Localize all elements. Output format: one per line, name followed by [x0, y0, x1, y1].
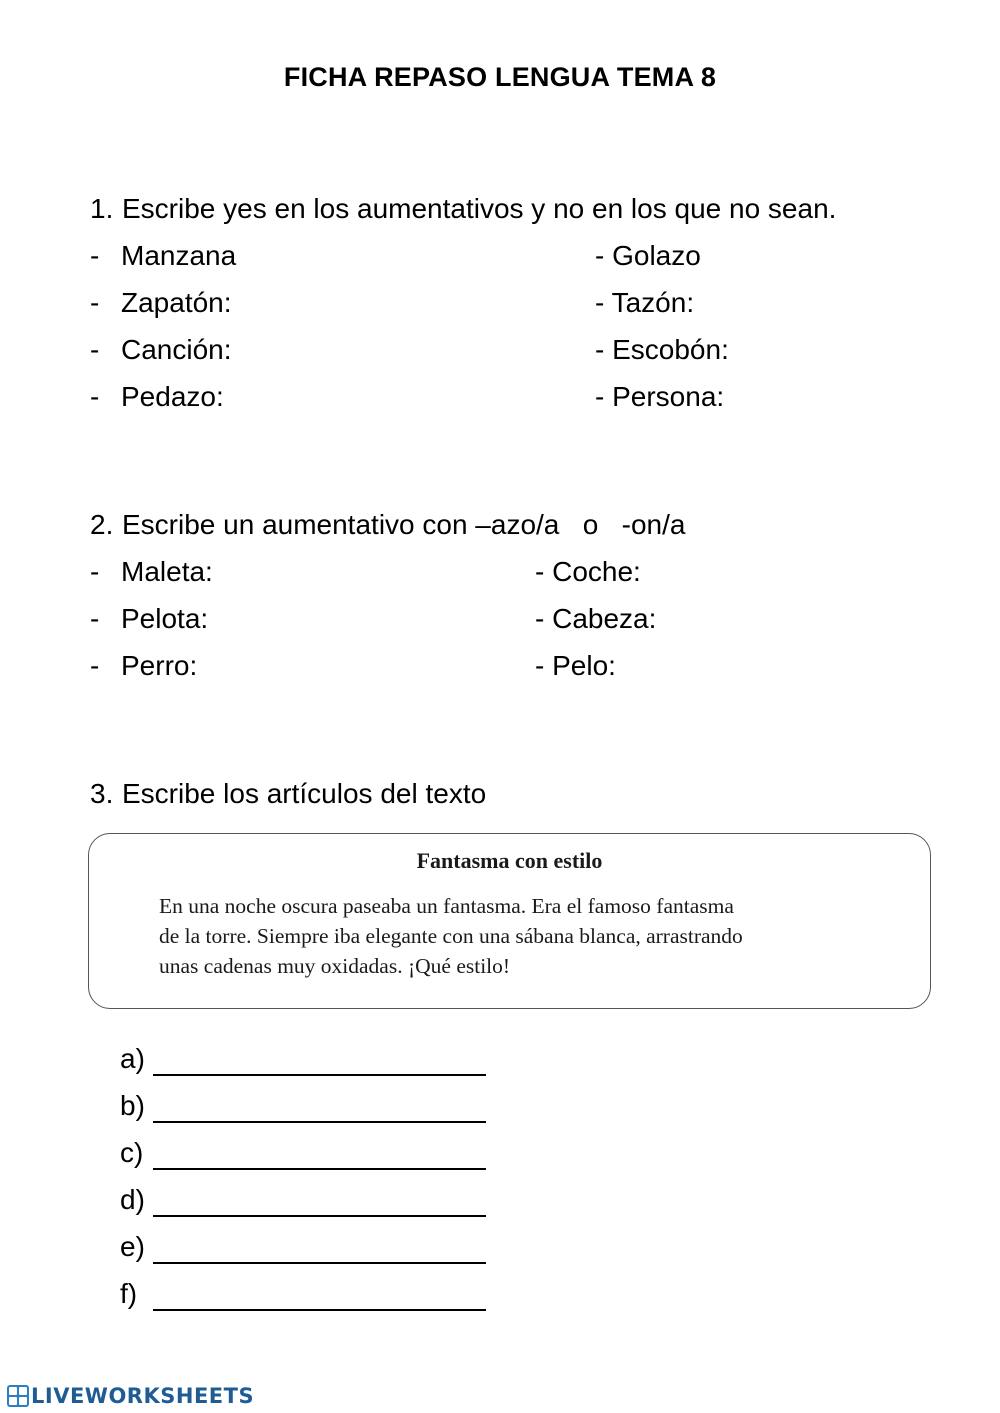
question-number: 1. — [90, 193, 114, 224]
word-label: Perro: — [121, 650, 198, 681]
word-label: - Tazón: — [595, 287, 695, 318]
bullet-dash: - — [90, 650, 100, 681]
list-item — [90, 650, 197, 682]
answer-blank-line[interactable] — [153, 1215, 486, 1217]
word-label: - Golazo — [595, 240, 701, 271]
answer-label: d) — [120, 1184, 145, 1215]
story-line: de la torre. Siempre iba elegante con una sábana blanca, arrastrando — [159, 924, 743, 948]
story-line: unas cadenas muy oxidadas. ¡Qué estilo! — [159, 954, 511, 978]
answer-label: e) — [120, 1231, 145, 1262]
answer-blank-line[interactable] — [153, 1309, 486, 1311]
question-instruction: Escribe los artículos del texto — [122, 778, 487, 809]
list-item — [90, 556, 213, 588]
answer-row-a[interactable] — [120, 1043, 150, 1075]
question-instruction: Escribe un aumentativo con –azo/a o -on/a — [122, 509, 686, 540]
bullet-dash: - — [90, 381, 100, 412]
question-1-heading — [90, 193, 836, 225]
word-label: Pedazo: — [121, 381, 224, 412]
question-2-heading — [90, 509, 685, 541]
story-title: Fantasma con estilo — [416, 848, 603, 873]
answer-label: b) — [120, 1090, 145, 1121]
answer-row-b[interactable] — [120, 1090, 150, 1122]
list-item — [90, 240, 236, 272]
answer-blank-line[interactable] — [153, 1074, 486, 1076]
page-title: FICHA REPASO LENGUA TEMA 8 — [283, 62, 717, 92]
logo-grid-icon — [7, 1385, 29, 1407]
liveworksheets-logo — [7, 1381, 254, 1411]
answer-label: f) — [120, 1278, 138, 1309]
answer-row-d[interactable] — [120, 1184, 150, 1216]
answer-row-e[interactable] — [120, 1231, 150, 1263]
word-label: Pelota: — [121, 603, 209, 634]
bullet-dash: - — [90, 240, 100, 271]
word-label: - Escobón: — [595, 334, 729, 365]
word-label: - Cabeza: — [535, 603, 657, 634]
answer-blank-line[interactable] — [153, 1168, 486, 1170]
answer-blank-line[interactable] — [153, 1121, 486, 1123]
bullet-dash: - — [90, 556, 100, 587]
word-label: - Pelo: — [535, 650, 616, 681]
list-item — [90, 381, 224, 413]
word-label: Maleta: — [121, 556, 213, 587]
word-label: Zapatón: — [121, 287, 232, 318]
word-label: Canción: — [121, 334, 232, 365]
answer-row-f[interactable] — [120, 1278, 150, 1310]
story-text-box — [88, 833, 931, 1009]
list-item — [90, 287, 232, 319]
word-label: Manzana — [121, 240, 237, 271]
question-number: 3. — [90, 778, 114, 809]
answer-blank-line[interactable] — [153, 1262, 486, 1264]
question-3-heading — [90, 778, 486, 810]
question-number: 2. — [90, 509, 114, 540]
word-label: - Persona: — [595, 381, 725, 412]
question-instruction: Escribe yes en los aumentativos y no en los que no sean. — [122, 193, 837, 224]
answer-row-c[interactable] — [120, 1137, 150, 1169]
answer-label: c) — [120, 1137, 144, 1168]
list-item — [90, 334, 232, 366]
answer-label: a) — [120, 1043, 145, 1074]
list-item — [90, 603, 208, 635]
bullet-dash: - — [90, 603, 100, 634]
logo-text: LIVEWORKSHEETS — [31, 1384, 255, 1408]
bullet-dash: - — [90, 334, 100, 365]
bullet-dash: - — [90, 287, 100, 318]
word-label: - Coche: — [535, 556, 641, 587]
story-line: En una noche oscura paseaba un fantasma. Era el famoso fantasma — [159, 894, 734, 918]
